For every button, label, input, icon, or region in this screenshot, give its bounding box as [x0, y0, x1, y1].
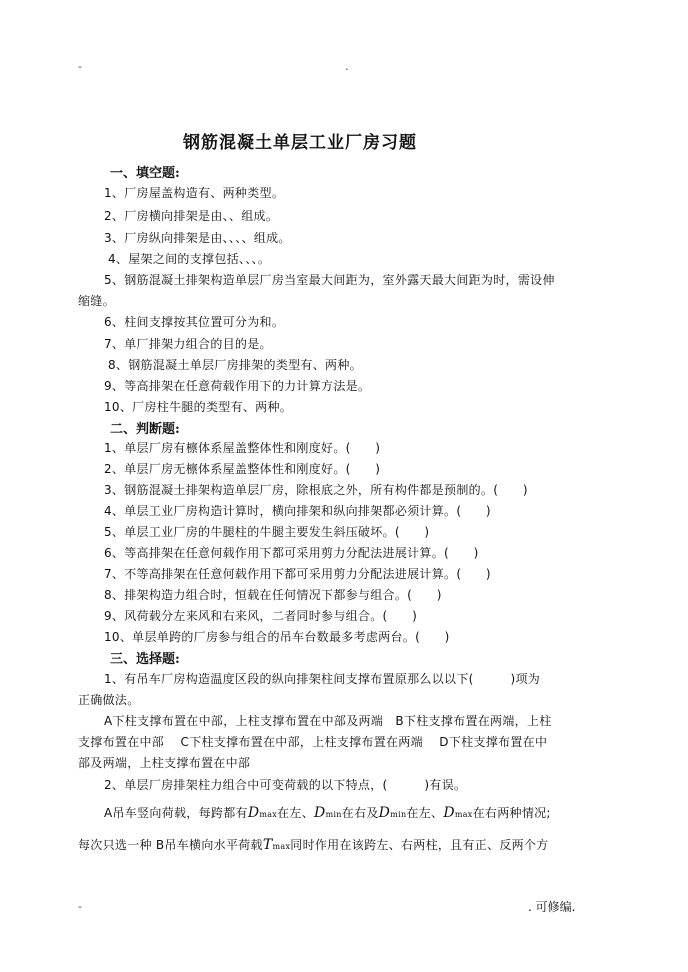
list-item: 2、单层厂房无檩体系屋盖整体性和刚度好。( ) [104, 462, 381, 476]
question-2-option-b [78, 836, 549, 853]
section-heading-fill-blank: 一、填空题: [110, 166, 180, 181]
d-min-symbol: Dmin [378, 805, 407, 821]
option-b-text: 每次只选一种 B吊车横向水平荷载 [78, 838, 263, 852]
question-1-options: 支撑布置在中部 C下柱支撑布置在中部，上柱支撑布置在两端 D下柱支撑布置在中 [78, 735, 548, 749]
list-item: 9、风荷载分左来风和右来风，二者同时参与组合。( ) [104, 609, 418, 623]
option-a-text: 在左、 [406, 806, 444, 820]
list-item: 6、等高排架在任意何载作用下都可采用剪力分配法进展计算。( ) [104, 546, 479, 560]
question-1-line: 正确做法。 [78, 693, 140, 707]
section-heading-true-false: 二、判断题: [110, 422, 180, 437]
list-item: 7、单厂排架力组合的目的是。 [104, 337, 272, 351]
d-max-symbol: Dmax [247, 805, 278, 821]
option-a-text: 在右及 [341, 806, 379, 820]
page-title: 钢筋混凝土单层工业厂房习题 [183, 133, 417, 153]
list-item: 5、钢筋混凝土排架构造单层厂房当室最大间距为，室外露天最大间距为时，需设伸 [104, 273, 555, 287]
list-item: 6、柱间支撑按其位置可分为和。 [104, 315, 285, 329]
list-item: 1、单层厂房有檩体系屋盖整体性和刚度好。( ) [104, 441, 381, 455]
section-heading-multiple-choice: 三、选择题: [110, 652, 180, 667]
list-item: 5、单层工业厂房的牛腿柱的牛腿主要发生斜压破坏。( ) [104, 525, 430, 539]
option-a-text: 在左、 [277, 806, 315, 820]
list-item: 3、厂房纵向排架是由、、、、组成。 [104, 231, 291, 245]
list-item: 8、钢筋混凝土单层厂房排架的类型有、两种。 [108, 358, 362, 372]
option-a-text: A吊车竖向荷载，每跨都有 [104, 806, 248, 820]
list-item: 10、单层单跨的厂房参与组合的吊车台数最多考虑两台。( ) [104, 630, 450, 644]
t-max-symbol: Tmax [262, 837, 291, 853]
list-item: 1、厂房屋盖构造有、两种类型。 [104, 186, 285, 200]
list-item: 9、等高排架在任意荷载作用下的力计算方法是。 [104, 379, 371, 393]
list-item-continuation: 缩缝。 [78, 294, 115, 308]
question-2-option-a [104, 804, 551, 821]
list-item: 2、厂房横向排架是由、、组成。 [104, 209, 279, 223]
list-item: 8、排架构造力组合时，恒载在任何情况下都参与组合。( ) [104, 588, 442, 602]
d-max-symbol: Dmax [443, 805, 473, 821]
option-b-text: 同时作用在该跨左、右两柱，且有正、反两个方 [290, 838, 549, 852]
footer-editable-note: . 可修编. [528, 900, 576, 914]
question-1-line: 1、有吊车厂房构造温度区段的纵向排架柱间支撑布置原那么以以下( )项为 [104, 672, 541, 686]
list-item: 4、单层工业厂房构造计算时，横向排架和纵向排架都必须计算。( ) [104, 504, 491, 518]
option-a-text: 在右两种情况; [472, 806, 551, 820]
footer-left-mark: - [78, 900, 82, 913]
d-min-symbol: Dmin [314, 805, 342, 821]
list-item: 7、不等高排架在任意何载作用下都可采用剪力分配法进展计算。( ) [104, 567, 491, 581]
list-item: 4、屋架之间的支撑包括、、、。 [108, 252, 271, 266]
header-left-mark: - [78, 60, 82, 73]
list-item: 10、厂房柱牛腿的类型有、两种。 [104, 400, 293, 414]
header-center-mark: . [345, 60, 349, 73]
question-1-options: A下柱支撑布置在中部，上柱支撑布置在中部及两端 B下柱支撑布置在两端，上柱 [104, 714, 552, 728]
list-item: 3、钢筋混凝土排架构造单层厂房，除根底之外，所有构件都是预制的。( ) [104, 483, 528, 497]
question-2-line: 2、单层厂房排架柱力组合中可变荷载的以下特点，( )有误。 [104, 778, 467, 792]
question-1-options: 部及两端，上柱支撑布置在中部 [78, 756, 251, 770]
